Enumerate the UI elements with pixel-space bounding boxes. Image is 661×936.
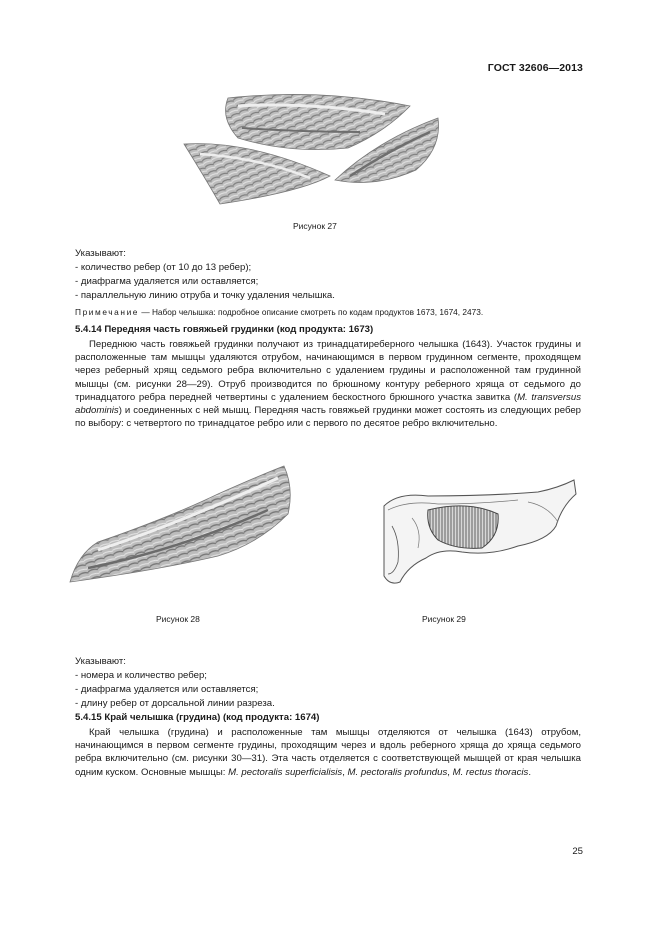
figure-28-caption: Рисунок 28: [156, 614, 200, 624]
section-heading: 5.4.15 Край челышка (грудина) (код продукта: 1674): [75, 712, 320, 723]
figure-29-caption: Рисунок 29: [422, 614, 466, 624]
instructions-intro: Указывают:: [75, 248, 126, 259]
paragraph-text: Переднюю часть говяжьей грудинки получают из тринадцатиреберного челышка (1643). Участок грудины и расположенные там мышцы удаляются отрубом, начинающимся в первом грудинном сегменте, проходящем через реберный хрящ седьмого ребра включительно с удалением грудины и расположенной там грудинной мышцы (см. рисунки 28—29). Отруб производится по брюшному контуру реберного хряща от седьмого до тринадцатого ребра передней четвертины с удалением бескостного брюшного участка завитка (: [75, 339, 581, 403]
list-item: - количество ребер (от 10 до 13 ребер);: [75, 262, 252, 273]
document-standard-number: ГОСТ 32606—2013: [487, 62, 583, 74]
latin-term: M. pectoralis superficialisis: [228, 766, 343, 778]
section-paragraph: [75, 726, 581, 779]
note-label: Примечание: [75, 307, 140, 317]
latin-term: M. pectoralis profundus: [347, 766, 448, 778]
list-item: - длину ребер от дорсальной линии разреза.: [75, 698, 275, 709]
page-number: 25: [572, 846, 583, 857]
figure-29-image: [378, 466, 578, 591]
list-item: - номера и количество ребер;: [75, 670, 207, 681]
section-paragraph: [75, 338, 581, 430]
instructions-intro: Указывают:: [75, 656, 126, 667]
figure-27-image: [180, 92, 455, 217]
list-item: - диафрагма удаляется или оставляется;: [75, 684, 259, 695]
figure-27-caption: Рисунок 27: [293, 221, 337, 231]
paragraph-text: Край челышка (грудина) и расположенные там мышцы отделяются от челышка (1643) отрубом, начинающимся в первом сегменте грудины, проходящим через и вдоль реберного хряща до хряща седьмого ребра включительно (см. рисунки 30—31). Эта часть отделяется с соответствующей мышцей от края челышка одним куском. Основные мышцы:: [75, 727, 581, 778]
note-text: — Набор челышка: подробное описание смотреть по кодам продуктов 1673, 1674, 2473.: [139, 307, 484, 317]
section-heading: 5.4.14 Передняя часть говяжьей грудинки (код продукта: 1673): [75, 324, 374, 335]
note: [75, 307, 483, 317]
list-item: - диафрагма удаляется или оставляется;: [75, 276, 259, 287]
paragraph-text: ) и соединенных с ней мышц. Передняя часть говяжьей грудинки может состоять из следующих ребер по выбору: с четвертого по тринадцатое ребро или с первого по десятое ребро включительно.: [75, 405, 581, 430]
figure-28-image: [68, 458, 298, 593]
separator: .: [528, 766, 531, 778]
list-item: - параллельную линию отруба и точку удаления челышка.: [75, 290, 335, 301]
latin-term: M. transversus abdominis: [75, 391, 581, 417]
separator: ,: [342, 766, 348, 778]
separator: ,: [447, 766, 453, 778]
latin-term: M. rectus thoracis: [452, 766, 529, 778]
